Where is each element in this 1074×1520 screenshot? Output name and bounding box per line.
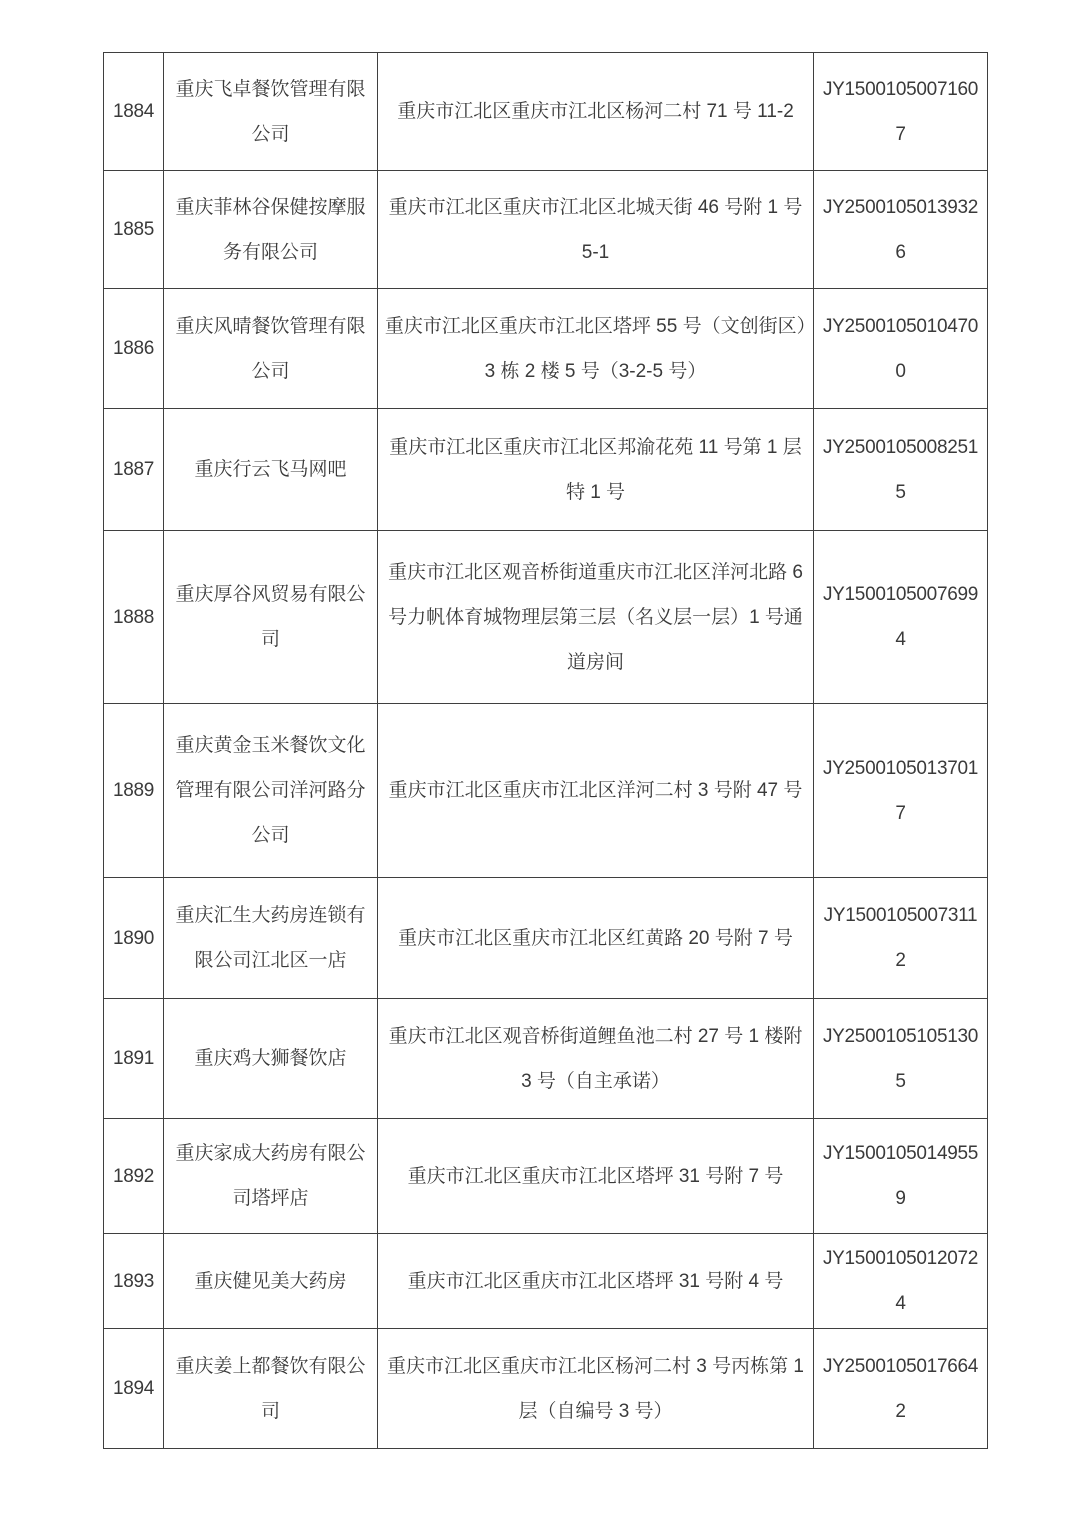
license-code-cell: JY25001050104700 [814,289,988,409]
row-number-cell: 1887 [104,409,164,531]
license-code-cell: JY15001050120724 [814,1234,988,1329]
row-number-cell: 1890 [104,878,164,999]
table-row [104,409,988,531]
company-name-cell: 重庆菲林谷保健按摩服务有限公司 [164,171,378,289]
address-cell: 重庆市江北区重庆市江北区杨河二村 71 号 11-2 [378,53,814,171]
address-cell: 重庆市江北区重庆市江北区塔坪 31 号附 4 号 [378,1234,814,1329]
row-number-cell: 1885 [104,171,164,289]
row-number-cell: 1889 [104,704,164,878]
address-cell: 重庆市江北区重庆市江北区红黄路 20 号附 7 号 [378,878,814,999]
table-row [104,704,988,878]
row-number-cell: 1893 [104,1234,164,1329]
company-name-cell: 重庆汇生大药房连锁有限公司江北区一店 [164,878,378,999]
address-cell: 重庆市江北区重庆市江北区杨河二村 3 号丙栋第 1 层（自编号 3 号） [378,1329,814,1449]
table-row [104,1329,988,1449]
business-registry-table [103,52,988,1449]
address-cell: 重庆市江北区重庆市江北区塔坪 55 号（文创街区）3 栋 2 楼 5 号（3-2-5 号） [378,289,814,409]
address-cell: 重庆市江北区重庆市江北区洋河二村 3 号附 47 号 [378,704,814,878]
company-name-cell: 重庆行云飞马网吧 [164,409,378,531]
company-name-cell: 重庆姜上都餐饮有限公司 [164,1329,378,1449]
license-code-cell: JY25001050139326 [814,171,988,289]
row-number-cell: 1894 [104,1329,164,1449]
company-name-cell: 重庆鸡大狮餐饮店 [164,999,378,1119]
address-cell: 重庆市江北区重庆市江北区北城天街 46 号附 1 号 5-1 [378,171,814,289]
table-row [104,289,988,409]
company-name-cell: 重庆厚谷风贸易有限公司 [164,531,378,704]
company-name-cell: 重庆黄金玉米餐饮文化管理有限公司洋河路分公司 [164,704,378,878]
address-cell: 重庆市江北区重庆市江北区塔坪 31 号附 7 号 [378,1119,814,1234]
table-row [104,1234,988,1329]
row-number-cell: 1888 [104,531,164,704]
company-name-cell: 重庆风晴餐饮管理有限公司 [164,289,378,409]
address-cell: 重庆市江北区重庆市江北区邦渝花苑 11 号第 1 层特 1 号 [378,409,814,531]
license-code-cell: JY15001050149559 [814,1119,988,1234]
table-row [104,531,988,704]
table-row [104,53,988,171]
license-code-cell: JY25001050137017 [814,704,988,878]
table-row [104,999,988,1119]
license-code-cell: JY25001050082515 [814,409,988,531]
table-row [104,171,988,289]
row-number-cell: 1884 [104,53,164,171]
license-code-cell: JY15001050073112 [814,878,988,999]
company-name-cell: 重庆飞卓餐饮管理有限公司 [164,53,378,171]
license-code-cell: JY25001051051305 [814,999,988,1119]
row-number-cell: 1892 [104,1119,164,1234]
license-code-cell: JY25001050176642 [814,1329,988,1449]
license-code-cell: JY15001050076994 [814,531,988,704]
row-number-cell: 1886 [104,289,164,409]
table-row [104,1119,988,1234]
company-name-cell: 重庆健见美大药房 [164,1234,378,1329]
license-code-cell: JY15001050071607 [814,53,988,171]
row-number-cell: 1891 [104,999,164,1119]
company-name-cell: 重庆家成大药房有限公司塔坪店 [164,1119,378,1234]
address-cell: 重庆市江北区观音桥街道重庆市江北区洋河北路 6 号力帆体育城物理层第三层（名义层一层）1 号通道房间 [378,531,814,704]
address-cell: 重庆市江北区观音桥街道鲤鱼池二村 27 号 1 楼附 3 号（自主承诺） [378,999,814,1119]
table-row [104,878,988,999]
